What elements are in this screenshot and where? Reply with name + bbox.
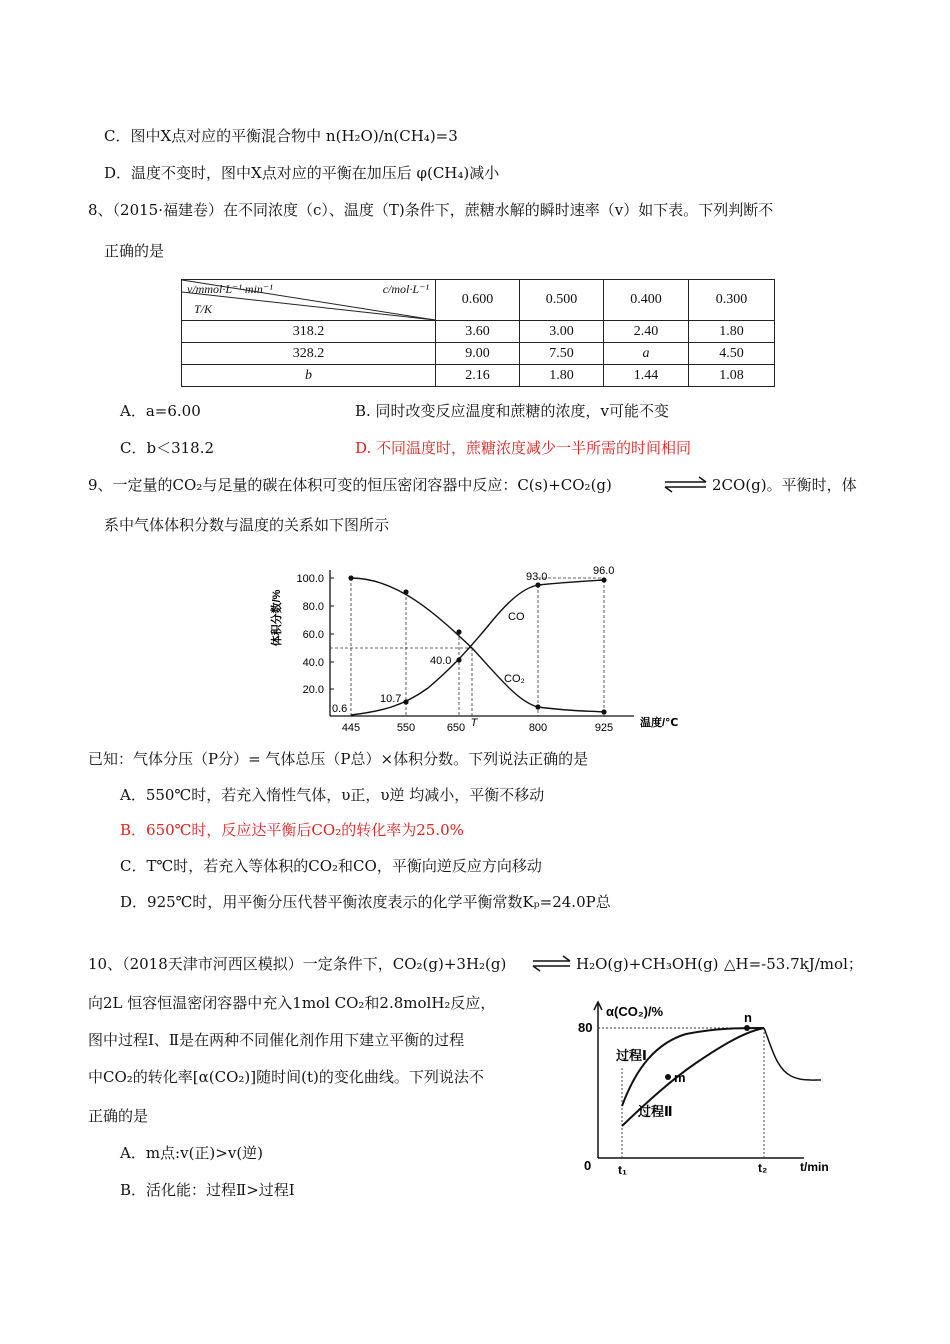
table-cell-temperature: b — [182, 365, 436, 387]
chart1-ytick: 60.0 — [302, 629, 324, 641]
process-1-curve — [622, 1028, 764, 1106]
table-cell-temperature: 318.2 — [182, 321, 436, 343]
table-corner-cell — [182, 280, 436, 321]
temperature-label: T/K — [194, 302, 213, 316]
chart1-ylabel: 体积分数/% — [271, 589, 283, 647]
conversion-rate-chart — [576, 998, 846, 1180]
chart1-xtick: 800 — [528, 722, 548, 734]
co2-curve — [351, 578, 604, 712]
table-cell: 9.00 — [436, 343, 520, 365]
point-m — [665, 1074, 671, 1080]
point-label: 10.7 — [380, 693, 402, 705]
chart1-ytick: 80.0 — [302, 601, 324, 613]
table-cell: 1.80 — [689, 321, 775, 343]
table-cell: 2.40 — [604, 321, 689, 343]
table-cell: 1.44 — [604, 365, 689, 387]
table-row — [182, 321, 775, 343]
chart1-xtick: 550 — [396, 722, 416, 734]
q10-option-a: A．m点:v(正)>v(逆) — [120, 1144, 264, 1162]
q9-option-c: C．T℃时，若充入等体积的CO₂和CO，平衡向逆反应方向移动 — [120, 857, 542, 875]
concentration-label: c/mol·L⁻¹ — [382, 282, 429, 296]
chart2-t1-label: t₁ — [618, 1163, 627, 1177]
q10-stem-line-1c: △H=-53.7kJ/mol； — [724, 955, 863, 973]
q9-known: 已知：气体分压（P分）= 气体总压（P总）×体积分数。下列说法正确的是 — [88, 750, 589, 768]
table-cell: 4.50 — [689, 343, 775, 365]
equilibrium-arrow-icon — [530, 955, 574, 973]
chart2-xlabel: t/min — [800, 1160, 829, 1174]
q10-option-b: B．活化能：过程Ⅱ>过程Ⅰ — [120, 1181, 295, 1199]
table-header-cell: 0.400 — [604, 280, 689, 321]
table-row — [182, 343, 775, 365]
series-label-co2: CO₂ — [504, 673, 525, 685]
table-header-cell: 0.300 — [689, 280, 775, 321]
point-n-label: n — [744, 1010, 752, 1025]
q8-option-a: A．a=6.00 — [120, 402, 201, 420]
volume-fraction-chart — [268, 556, 679, 738]
q8-option-c: C．b＜318.2 — [120, 439, 215, 457]
q8-option-b: B. 同时改变反应温度和蔗糖的浓度，v可能不变 — [355, 402, 670, 420]
chart1-ytick: 100.0 — [296, 573, 324, 585]
q8-stem-line-1: 8、（2015·福建卷）在不同浓度（c）、温度（T)条件下，蔗糖水解的瞬时速率（v）如下表。下列判断不 — [88, 201, 774, 219]
process-1-label: 过程Ⅰ — [616, 1048, 647, 1063]
chart2-t2-label: t₂ — [758, 1161, 768, 1175]
point-m-label: m — [674, 1070, 686, 1085]
q9-stem-line-1a: 9、一定量的CO₂与足量的碳在体积可变的恒压密闭容器中反应：C(s)+CO₂(g) — [88, 476, 612, 494]
q9-option-a: A．550℃时，若充入惰性气体，υ正，υ逆 均减小，平衡不移动 — [120, 786, 545, 804]
point-label: 93.0 — [526, 571, 548, 583]
chart2-y80-label: 80 — [578, 1020, 593, 1035]
chart1-ytick: 20.0 — [302, 684, 324, 696]
table-row — [182, 365, 775, 387]
q10-stem-line-1a: 10、（2018天津市河西区模拟）一定条件下，CO₂(g)+3H₂(g) — [88, 955, 507, 973]
chart2-origin-label: 0 — [584, 1158, 592, 1173]
q8-stem-line-2: 正确的是 — [104, 242, 165, 260]
table-cell: 2.16 — [436, 365, 520, 387]
chart1-ytick: 40.0 — [302, 657, 324, 669]
point-label: 40.0 — [430, 655, 452, 667]
q7-option-d: D．温度不变时，图中X点对应的平衡在加压后 φ(CH₄)减小 — [104, 164, 500, 182]
table-header-cell: 0.600 — [436, 280, 520, 321]
table-cell-temperature: 328.2 — [182, 343, 436, 365]
chart2-ylabel: α(CO₂)/% — [606, 1004, 664, 1019]
table-cell: 1.80 — [520, 365, 604, 387]
q10-stem-line-5: 正确的是 — [88, 1107, 149, 1125]
table-cell: 7.50 — [520, 343, 604, 365]
chart1-xtick: T — [470, 717, 478, 729]
q10-stem-line-2: 向2L 恒容恒温密闭容器中充入1mol CO₂和2.8molH₂反应， — [88, 994, 496, 1012]
q8-option-d-answer: D. 不同温度时，蔗糖浓度减少一半所需的时间相同 — [355, 439, 692, 457]
table-cell: a — [604, 343, 689, 365]
q9-option-d: D．925℃时，用平衡分压代替平衡浓度表示的化学平衡常数Kₚ=24.0P总 — [120, 893, 611, 911]
equilibrium-arrow-icon — [662, 476, 710, 494]
chart1-xlabel: 温度/℃ — [640, 717, 679, 729]
chart1-xtick: 650 — [446, 722, 466, 734]
q9-stem-line-1b: 2CO(g)。平衡时，体 — [712, 476, 857, 494]
series-label-co: CO — [508, 611, 525, 623]
point-label: 96.0 — [593, 565, 615, 577]
process-2-label: 过程Ⅱ — [638, 1104, 673, 1119]
table-cell: 3.00 — [520, 321, 604, 343]
point-label: 0.6 — [332, 703, 348, 715]
table-header-row — [182, 280, 775, 321]
rate-unit-label: v/mmol·L⁻¹·min⁻¹ — [187, 282, 273, 296]
chart1-xtick: 925 — [594, 722, 614, 734]
q10-stem-line-1b: H₂O(g)+CH₃OH(g) — [576, 955, 719, 973]
table-cell: 1.08 — [689, 365, 775, 387]
q10-stem-line-4: 中CO₂的转化率[α(CO₂)]随时间(t)的变化曲线。下列说法不 — [88, 1068, 484, 1086]
table-cell: 3.60 — [436, 321, 520, 343]
after-t2-curve — [764, 1028, 821, 1080]
chart1-xtick: 445 — [341, 722, 361, 734]
rate-table — [181, 279, 775, 387]
q9-option-b-answer: B．650℃时，反应达平衡后CO₂的转化率为25.0% — [120, 821, 464, 839]
q7-option-c: C．图中X点对应的平衡混合物中 n(H₂O)/n(CH₄)=3 — [104, 127, 458, 145]
point-n — [744, 1025, 750, 1031]
table-header-cell: 0.500 — [520, 280, 604, 321]
q10-stem-line-3: 图中过程Ⅰ、Ⅱ是在两种不同催化剂作用下建立平衡的过程 — [88, 1031, 465, 1049]
q9-stem-line-2: 系中气体体积分数与温度的关系如下图所示 — [104, 516, 390, 534]
